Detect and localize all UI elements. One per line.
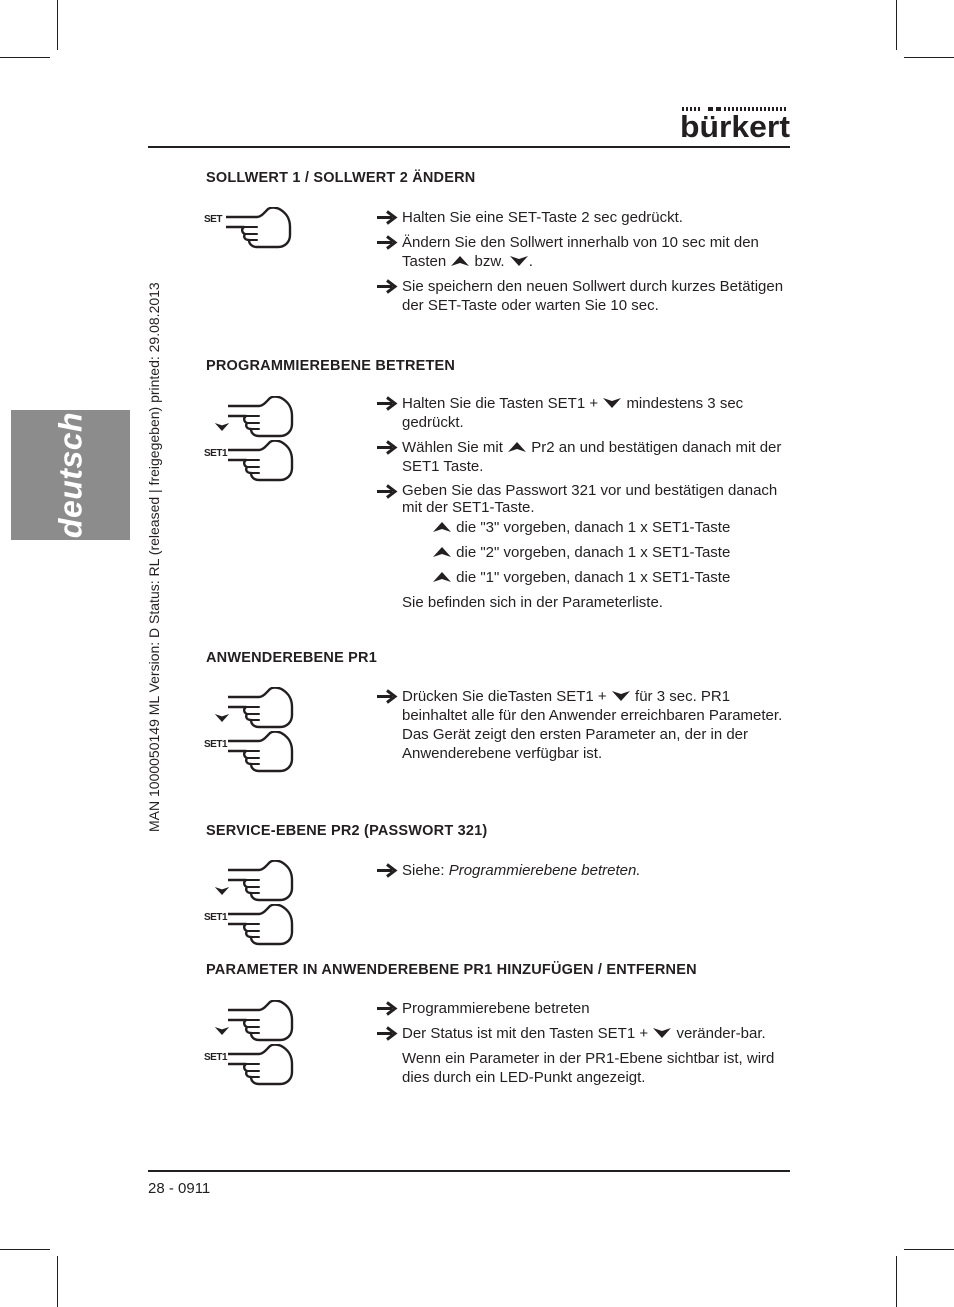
arrow-right-icon [376, 1026, 398, 1041]
down-key-icon [611, 690, 631, 702]
crop-mark [896, 0, 897, 50]
substep: die "2" vorgeben, danach 1 x SET1-Taste [376, 543, 792, 562]
press-down-set1-icon [204, 1000, 296, 1093]
down-key-icon [602, 397, 622, 409]
burkert-logo [680, 107, 790, 139]
step: Ändern Sie den Sollwert innerhalb von 10 sec mit den Tasten bzw. . [376, 233, 792, 271]
down-key-icon [652, 1027, 672, 1039]
arrow-right-icon [376, 484, 398, 499]
crop-mark [57, 1256, 58, 1307]
key-label: SET1 [204, 1052, 228, 1063]
up-key-icon [432, 546, 452, 558]
step: Programmierebene betreten [376, 999, 792, 1018]
logo-text: bürkert [680, 109, 790, 139]
arrow-right-icon [376, 863, 398, 878]
arrow-right-icon [376, 440, 398, 455]
press-down-set1-icon [204, 687, 296, 780]
up-key-icon [450, 255, 470, 267]
arrow-right-icon [376, 235, 398, 250]
step-list [376, 208, 792, 321]
step: Geben Sie das Passwort 321 vor und bestätigen danach mit der SET1-Taste. [376, 482, 792, 516]
substep: die "3" vorgeben, danach 1 x SET1-Taste [376, 518, 792, 537]
crop-mark [904, 57, 954, 58]
crop-mark [904, 1249, 954, 1250]
language-tab [11, 410, 130, 540]
step: Siehe: Programmierebene betreten. [376, 861, 792, 880]
section-heading: SOLLWERT 1 / SOLLWERT 2 ÄNDERN [206, 170, 476, 186]
section-heading: PARAMETER IN ANWENDEREBENE PR1 HINZUFÜGEN / ENTFERNEN [206, 962, 697, 978]
key-label: SET1 [204, 448, 228, 459]
step: Der Status ist mit den Tasten SET1 + veränder-bar. [376, 1024, 792, 1043]
step: Sie speichern den neuen Sollwert durch kurzes Betätigen der SET-Taste oder warten Sie 10 sec. [376, 277, 792, 315]
crop-mark [57, 0, 58, 50]
crop-mark [0, 57, 50, 58]
up-key-icon [432, 571, 452, 583]
key-label: SET1 [204, 739, 228, 750]
key-label: SET1 [204, 912, 228, 923]
arrow-right-icon [376, 396, 398, 411]
section-heading: PROGRAMMIEREBENE BETRETEN [206, 358, 456, 374]
section-heading: ANWENDEREBENE PR1 [206, 650, 377, 666]
language-tab-label: deutsch [52, 411, 88, 539]
arrow-right-icon [376, 689, 398, 704]
step: Halten Sie die Tasten SET1 + mindestens 3 sec gedrückt. [376, 394, 792, 432]
press-down-set1-icon [204, 860, 296, 953]
arrow-right-icon [376, 210, 398, 225]
key-label: SET [204, 214, 222, 225]
document-meta: MAN 1000050149 ML Version: D Status: RL (released | freigegeben) printed: 29.08.2013 [146, 282, 162, 832]
step-list [376, 861, 792, 886]
press-down-set1-icon [204, 396, 296, 489]
header-rule [148, 146, 790, 148]
arrow-right-icon [376, 279, 398, 294]
crop-mark [0, 1249, 50, 1250]
step: Drücken Sie dieTasten SET1 + für 3 sec. PR1 beinhaltet alle für den Anwender erreichbaren Parameter. Das Gerät zeigt den ersten Parameter an, der in der Anwenderebene verfügbar ist. [376, 687, 792, 763]
section-heading: SERVICE-EBENE PR2 (PASSWORT 321) [206, 823, 488, 839]
down-key-icon [509, 255, 529, 267]
step: Halten Sie eine SET-Taste 2 sec gedrückt. [376, 208, 792, 227]
crop-mark [896, 1256, 897, 1307]
note: Wenn ein Parameter in der PR1-Ebene sichtbar ist, wird dies durch ein LED-Punkt angezeigt. [402, 1050, 775, 1086]
substep: die "1" vorgeben, danach 1 x SET1-Taste [376, 568, 792, 587]
step-list [376, 394, 792, 618]
page-number: 28 - 0911 [148, 1180, 211, 1197]
press-set-icon [204, 207, 294, 254]
up-key-icon [507, 441, 527, 453]
footer-rule [148, 1170, 790, 1172]
note: Sie befinden sich in der Parameterliste. [402, 594, 663, 611]
arrow-right-icon [376, 1001, 398, 1016]
step-list [376, 687, 792, 769]
step-list [376, 999, 792, 1093]
step: Wählen Sie mit Pr2 an und bestätigen danach mit der SET1 Taste. [376, 438, 792, 476]
up-key-icon [432, 521, 452, 533]
